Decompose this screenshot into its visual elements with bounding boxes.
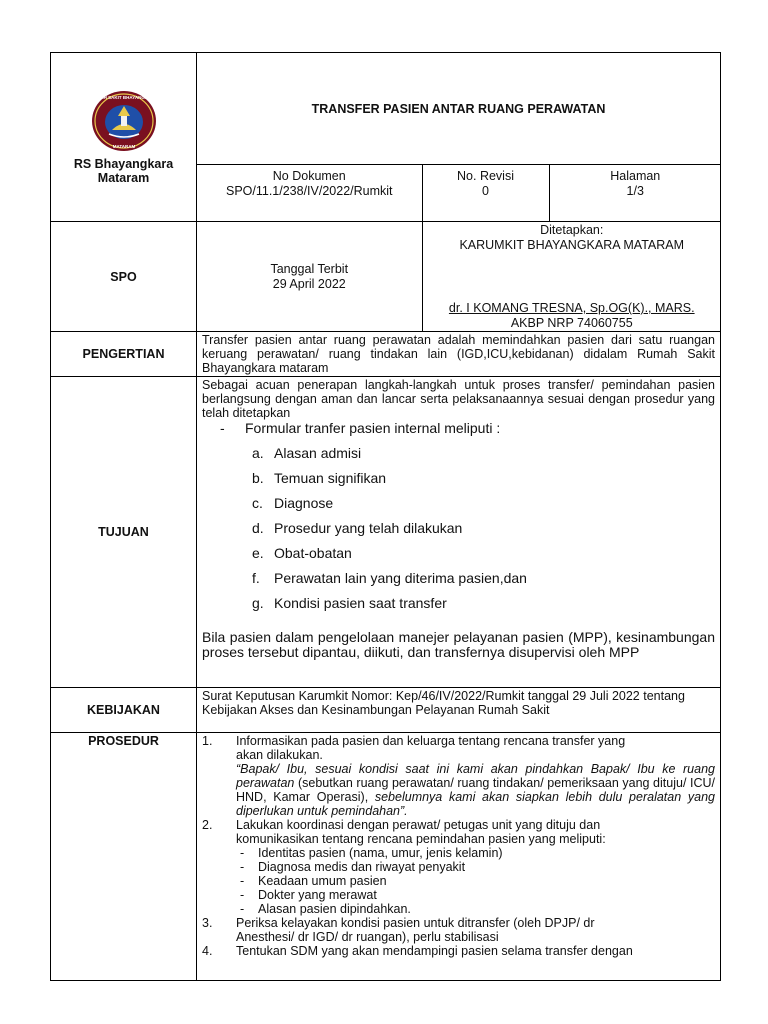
procedure-step-1: 1. Informasikan pada pasien dan keluarga tentang rencana transfer yang akan dilakukan. “Bapak/ Ibu, sesuai kondisi saat ini kami akan pindahkan Bapak/ Ibu ke ruang perawatan (sebutkan ruang perawatan/ ruang tindakan/ pemeriksaan yang dituju/ ICU/ HND, Kamar Operasi), sebelumnya kami akan siapkan lebih dulu peralatan yang diperlukan untuk pemindahan”.	[202, 734, 715, 818]
list-item: c. Diagnose	[252, 495, 334, 511]
page-label: Halaman	[610, 169, 661, 183]
tujuan-intro: Sebagai acuan penerapan langkah-langkah untuk proses transfer/ pemindahan pasien berlangsung dengan aman dan lancar serta pelaksanaannya sesuai dengan prosedur yang telah ditetapkan	[202, 378, 715, 420]
list-item: e. Obat-obatan	[252, 545, 352, 561]
list-item: a. Alasan admisi	[252, 445, 362, 461]
list-item: - Dokter yang merawat	[240, 888, 377, 902]
tujuan-label: TUJUAN	[51, 377, 197, 688]
pengertian-label: PENGERTIAN	[51, 332, 197, 377]
document-meta-cell	[197, 165, 721, 222]
spo-detail-table	[197, 222, 721, 331]
procedure-step-2: 2. Lakukan koordinasi dengan perawat/ petugas unit yang dituju dan komunikasikan tentang rencana pemindahan pasien yang meliputi:	[202, 818, 606, 846]
doc-number-cell	[197, 165, 422, 221]
issue-date-value: 29 April 2022	[272, 276, 346, 291]
form-heading: - Formular tranfer pasien internal meliputi :	[220, 420, 501, 436]
approver-rank: AKBP NRP 74060755	[510, 316, 633, 330]
procedure-script-quote: “Bapak/ Ibu, sesuai kondisi saat ini kami akan pindahkan Bapak/ Ibu ke ruang perawatan (sebutkan ruang perawatan/ ruang tindakan/ pemeriksaan yang dituju/ ICU/ HND, Kamar Operasi), sebelumnya kami akan siapkan lebih dulu peralatan yang diperlukan untuk pemindahan”.	[236, 762, 715, 818]
doc-number-value: SPO/11.1/238/IV/2022/Rumkit	[225, 184, 393, 198]
pengertian-text: Transfer pasien antar ruang perawatan adalah memindahkan pasien dari satu ruangan keruang perawatan/ ruang tindakan lain (IGD,ICU,kebidanan) didalam Rumah Sakit Bhayangkara mataram	[197, 332, 721, 377]
form-heading-text: Formular tranfer pasien internal meliputi :	[245, 420, 501, 436]
spo-document-table	[50, 52, 721, 981]
issue-date-cell	[197, 222, 422, 331]
doc-number-label: No Dokumen	[272, 169, 346, 183]
revision-cell	[422, 165, 549, 221]
page-value: 1/3	[626, 184, 644, 198]
list-item: b. Temuan signifikan	[252, 470, 387, 486]
svg-text:RUMAH SAKIT BHAYANGKARA: RUMAH SAKIT BHAYANGKARA	[90, 94, 157, 100]
document-meta-table	[197, 165, 721, 221]
revision-label: No. Revisi	[457, 169, 514, 183]
hospital-logo-icon	[91, 90, 157, 152]
approval-cell	[422, 222, 721, 331]
list-item: - Diagnosa medis dan riwayat penyakit	[240, 860, 466, 874]
procedure-step-3: 3. Periksa kelayakan kondisi pasien untuk ditransfer (oleh DPJP/ dr Anesthesi/ dr IGD/ dr ruangan), perlu stabilisasi	[202, 916, 595, 944]
tujuan-cell	[197, 377, 721, 688]
list-item: f. Perawatan lain yang diterima pasien,dan	[252, 570, 527, 586]
issue-date-label: Tanggal Terbit	[270, 261, 349, 276]
list-item: d. Prosedur yang telah dilakukan	[252, 520, 463, 536]
svg-text:MATARAM: MATARAM	[112, 143, 135, 149]
procedure-step-4: 4. Tentukan SDM yang akan mendampingi pasien selama transfer dengan	[202, 944, 633, 958]
document-title: TRANSFER PASIEN ANTAR RUANG PERAWATAN	[197, 53, 721, 165]
kebijakan-text: Surat Keputusan Karumkit Nomor: Kep/46/IV/2022/Rumkit tanggal 29 Juli 2022 tentang Kebijakan Akses dan Kesinambungan Pelayanan Rumah Sakit	[197, 688, 721, 733]
list-item: - Alasan pasien dipindahkan.	[240, 902, 411, 916]
revision-value: 0	[482, 184, 489, 198]
spo-detail-cell	[197, 222, 721, 332]
prosedur-label: PROSEDUR	[51, 733, 197, 981]
hospital-identity-cell	[51, 53, 197, 222]
list-item: - Keadaan umum pasien	[240, 874, 387, 888]
form-items-list	[202, 441, 715, 616]
kebijakan-label: KEBIJAKAN	[51, 688, 197, 733]
approver-title: KARUMKIT BHAYANGKARA MATARAM	[459, 238, 685, 252]
approver-name: dr. I KOMANG TRESNA, Sp.OG(K)., MARS.	[448, 301, 695, 315]
page-cell	[549, 165, 721, 221]
list-item: - Identitas pasien (nama, umur, jenis kelamin)	[240, 846, 503, 860]
list-item: g. Kondisi pasien saat transfer	[252, 595, 447, 611]
mpp-paragraph: Bila pasien dalam pengelolaan manejer pelayanan pasien (MPP), kesinambungan proses tersebut dipantau, diikuti, dan transfernya disupervisi oleh MPP	[202, 629, 715, 660]
approved-label: Ditetapkan:	[540, 223, 604, 237]
hospital-name: RS Bhayangkara Mataram	[73, 156, 174, 185]
spo-label: SPO	[51, 222, 197, 332]
prosedur-cell	[197, 733, 721, 981]
